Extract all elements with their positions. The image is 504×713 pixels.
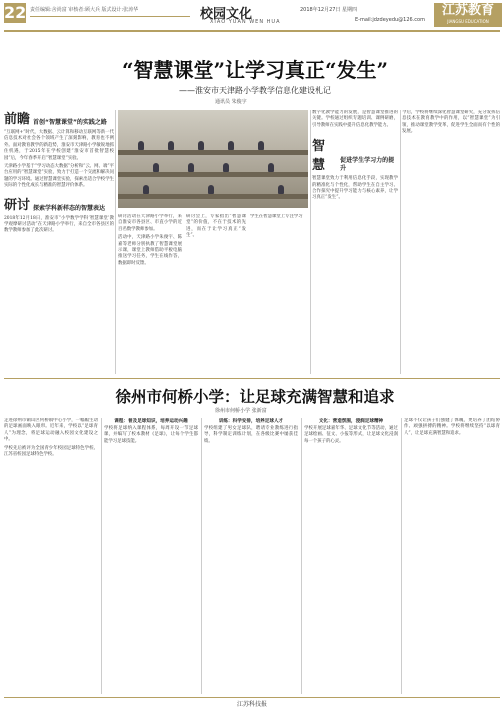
desk-row — [118, 150, 308, 155]
column-divider — [115, 110, 116, 374]
heading-small-research: 探索学科新样态的智慧表达 — [33, 204, 106, 212]
photo-caption: 学生在智慧课堂上专注学习 — [250, 214, 303, 219]
column-divider — [301, 418, 302, 694]
student-figure — [188, 163, 194, 172]
contact-email: E-mail:jdzdeyedu@126.com — [355, 17, 425, 23]
heading-small-preview: 首创“智慧课堂”的实践之路 — [33, 119, 107, 126]
header-rule — [4, 30, 500, 32]
footer-rule — [4, 697, 500, 698]
issue-date: 2018年12月27日 星期四 — [300, 7, 358, 13]
column-divider — [201, 418, 202, 694]
section-pinyin: XIAO YUAN WEN HUA — [210, 19, 281, 25]
student-figure — [153, 163, 159, 172]
student-figure — [223, 163, 229, 172]
column-divider — [101, 418, 102, 694]
student-figure — [208, 185, 214, 194]
lead-byline: 通讯员 朱俊宇 — [215, 99, 247, 105]
second-col3-paragraph-1: 学校组建了男女足球队，聘请专业教练进行指导，科学制定训练计划，在各级比赛中屡获佳绩。 — [204, 426, 298, 444]
column-divider — [400, 110, 401, 374]
classroom-photo — [118, 110, 308, 208]
section-title: 校园文化 — [200, 7, 253, 22]
brand-logo — [434, 3, 502, 27]
column-divider — [310, 110, 311, 374]
second-column-5 — [404, 418, 500, 694]
lead-subhead: ——淮安市天津路小学教学信息化建设札记 — [179, 86, 331, 95]
second-col1-paragraph-1: 走进徐州市铜山区何桥镇中心小学，一幅幅生动的足球画面映入眼帘。近年来，学校以“足球育人”为理念，将足球运动融入校园文化建设之中。 — [4, 418, 98, 443]
lead-col2-paragraph-2: 活动中，天津路小学朱俊宇、陈嘉等老师分别执教了智慧课堂展示课，课堂上教师借助平板电脑推送学习任务，学生在线作答，数据即时反馈。 — [118, 235, 182, 266]
lead-headline: “智慧课堂”让学习真正“发生” — [121, 58, 388, 82]
student-figure — [258, 141, 264, 150]
section-heading-research — [4, 194, 114, 213]
second-col2-paragraph-1: 学校将足球纳入课程体系，每周开设一节足球课，并编写了校本教材《足球》，让每个学生都能学习足球技能。 — [104, 426, 198, 444]
lead-col2-paragraph-3: 研讨会上，专家指出“智慧课堂”的价值，不在于技术的先进，而在于让学习真正“发生”。 — [186, 214, 246, 239]
lead-col2-paragraph-1: 研讨活动在天津路小学举行，来自淮安市各县区、市直小学的近百名数学教师参加。 — [118, 214, 182, 232]
lead-column-4 — [402, 110, 500, 374]
lead-paragraph-1: “互联网+”时代，大数据、云计算和移动互联网等新一代信息技术对社会各个领域产生了深刻影响，教育也不例外。面对教育教学的新趋势，淮安市天津路小学敏锐地抓住机遇，于2015年在学校创建“淮安市首批智慧校园”后，今年春季开启“智慧课堂”实验。 — [4, 130, 114, 161]
header-divider — [30, 16, 190, 17]
second-col3-heading: 训练：科学安排，培养足球人才 — [218, 419, 284, 424]
student-figure — [268, 163, 274, 172]
second-headline: 徐州市何桥小学：让足球充满智慧和追求 — [115, 387, 395, 406]
lead-column-2c — [250, 214, 308, 374]
desk-row — [118, 194, 308, 199]
second-column-2 — [104, 418, 198, 694]
student-figure — [168, 141, 174, 150]
second-column-3 — [204, 418, 298, 694]
student-figure — [138, 141, 144, 150]
heading-big-wisdom: 智慧 — [312, 139, 326, 174]
page-header — [0, 0, 504, 30]
second-byline: 徐州市何桥小学 张新富 — [215, 408, 267, 414]
lead-col3-paragraph-2: 智慧课堂致力于利用信息化手段，实现教学的精准化与个性化，帮助学生在自主学习、合作探究中提升学习能力与核心素养，让学习真正“发生”。 — [312, 176, 398, 201]
section-heading-wisdom — [312, 135, 398, 173]
brand-name: 江苏教育 — [441, 3, 494, 18]
desk-row — [118, 172, 308, 177]
lead-column-3 — [312, 110, 398, 374]
column-divider — [401, 418, 402, 694]
page-number: 22 — [4, 3, 27, 22]
second-column-4 — [304, 418, 398, 694]
second-col4-paragraph-1: 学校开展足球嘉年华、足球文化节等活动，通过足球绘画、征文、小报等形式，让足球文化浸润每一个孩子的心灵。 — [304, 426, 398, 444]
second-col2-heading: 课程：普及足球知识，培养运动兴趣 — [114, 419, 188, 424]
student-figure — [198, 141, 204, 150]
heading-big-preview: 前瞻 — [4, 112, 31, 127]
lead-col3-paragraph-1: 数字化教学能力的发展，是智慧课堂推进的关键。学校通过组织专题培训、课例研磨，引导教师在实践中提升信息化教学能力。 — [312, 110, 398, 128]
student-figure — [228, 141, 234, 150]
lead-column-2a — [118, 214, 182, 374]
lead-paragraph-2: 天津路小学基于“学习动态大数据”分析和“云、网、端”平台应用的“智慧课堂”实验，致力于打造一个交流和解决问题的学习环境。通过智慧课堂实验，探索出适合学校学生实际的个性化成长与精准的智慧评价体系。 — [4, 164, 114, 189]
editor-credits: 责任编辑:舍尚富 审核者:顾大兵 版式设计:张涛华 — [30, 7, 139, 13]
second-column-1 — [4, 418, 98, 694]
second-col1-paragraph-2: 学校先后被评为全国青少年校园足球特色学校、江苏省校园足球特色学校。 — [4, 445, 98, 458]
student-figure — [143, 185, 149, 194]
heading-small-wisdom: 促进学生学习力的提升 — [340, 157, 395, 173]
second-col5-paragraph-1: 足球不仅让孩子们强健了体魄，更培养了团结协作、顽强拼搏的精神。学校将继续坚持“以球育人”，让足球充满智慧和追求。 — [404, 418, 500, 436]
second-col4-heading: 文化：营造氛围，浸润足球精神 — [318, 419, 384, 424]
heading-big-research: 研讨 — [4, 197, 31, 213]
section-heading-preview — [4, 108, 114, 127]
lead-column-2b — [186, 214, 246, 374]
story-divider — [4, 378, 500, 379]
lead-paragraph-3: 2018年12月18日，淮安市“小学数学学科‘智慧课堂’教学观摩研讨活动”在天津路小学举行，来自全市各县区的数学教师参加了此次研讨。 — [4, 215, 114, 234]
lead-col4-paragraph-1: 今后，学校将继续深化智慧课堂研究，充分发挥信息技术在教育教学中的作用，以“智慧课堂”为引领，推动课堂教学变革，促进学生全面而有个性的发展。 — [402, 110, 500, 135]
student-figure — [278, 185, 284, 194]
brand-subtitle: JIANGSU EDUCATION — [447, 19, 489, 24]
lead-left-column — [4, 108, 114, 235]
paper-name: 江苏科技报 — [236, 701, 267, 708]
